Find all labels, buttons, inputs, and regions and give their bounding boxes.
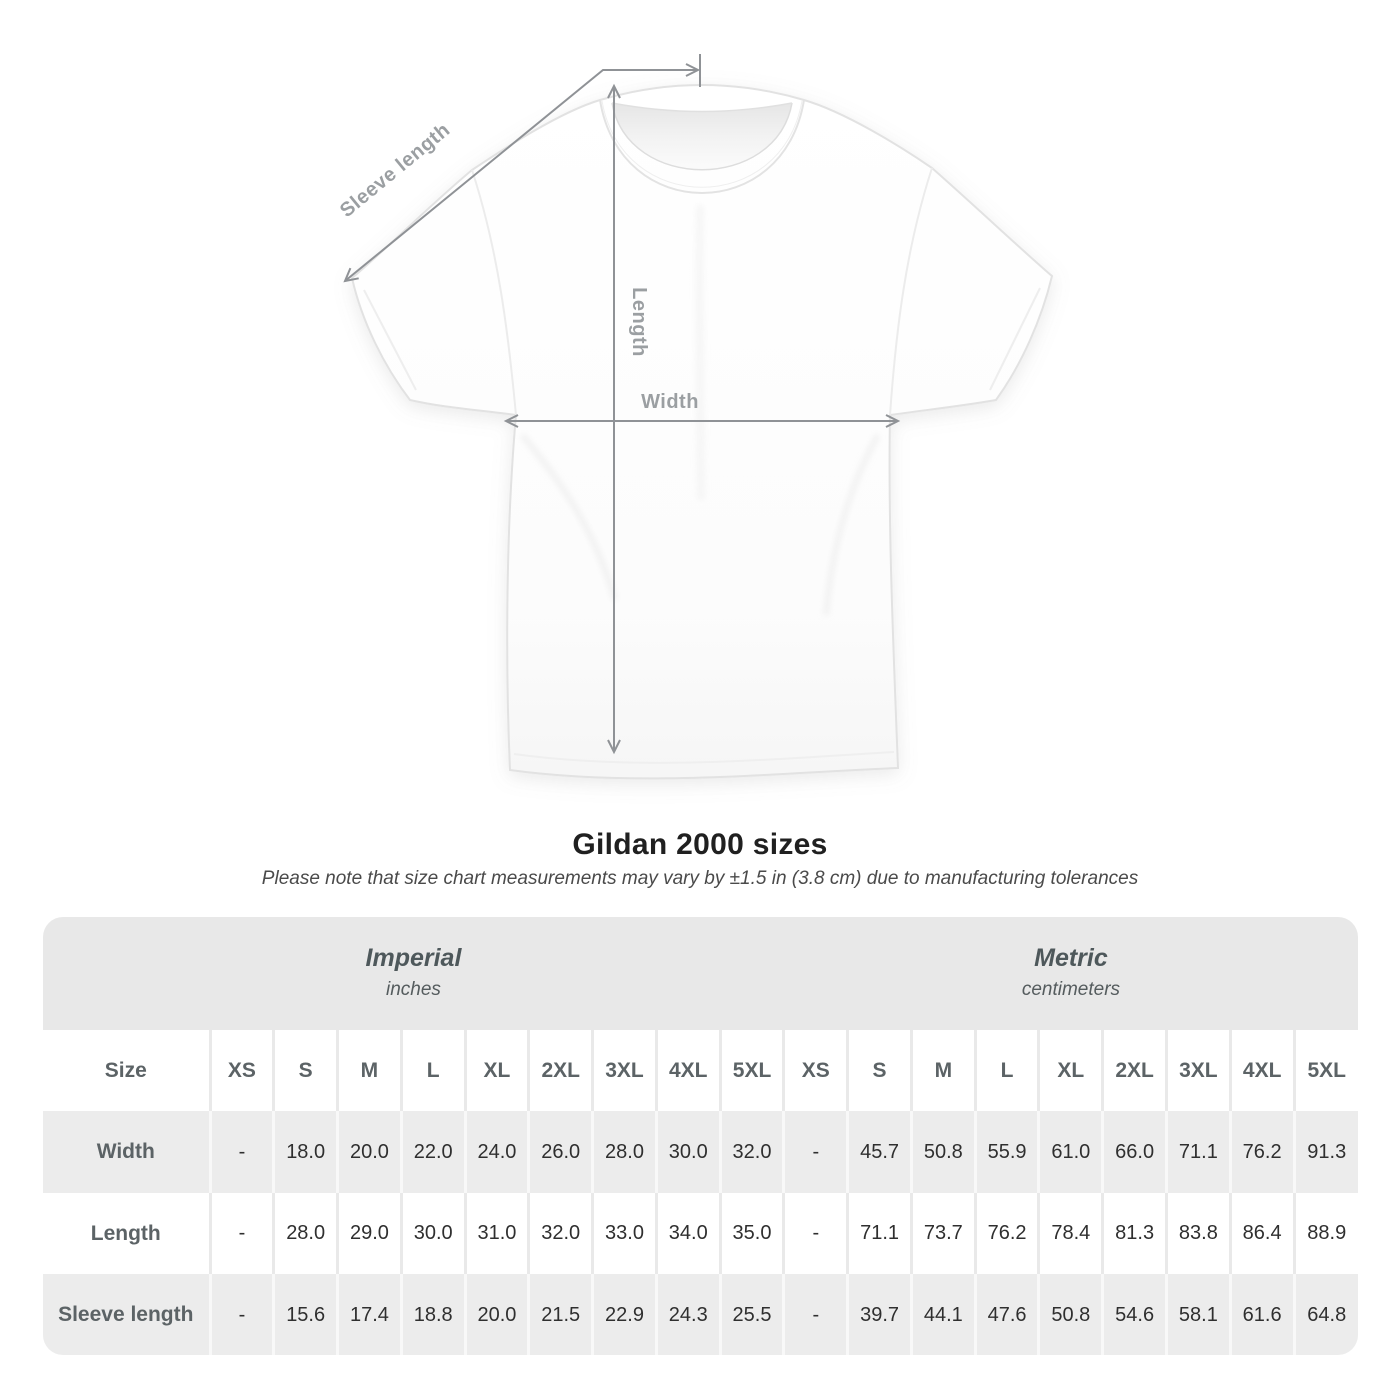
cell-value: - xyxy=(784,1193,848,1274)
cell-value: 24.3 xyxy=(656,1274,720,1355)
cell-value: 54.6 xyxy=(1103,1274,1167,1355)
col-header: XL xyxy=(1039,1030,1103,1111)
cell-value: 18.0 xyxy=(274,1111,338,1193)
cell-value: 24.0 xyxy=(465,1111,529,1193)
cell-value: 71.1 xyxy=(848,1193,912,1274)
unit-group-row xyxy=(43,917,1358,1030)
cell-value: 20.0 xyxy=(338,1111,402,1193)
cell-value: 88.9 xyxy=(1294,1193,1358,1274)
cell-value: 61.0 xyxy=(1039,1111,1103,1193)
cell-value: 25.5 xyxy=(720,1274,784,1355)
group-header-imperial xyxy=(43,917,784,1030)
cell-value: 83.8 xyxy=(1167,1193,1231,1274)
col-header: 2XL xyxy=(529,1030,593,1111)
group-unit-metric: centimeters xyxy=(1021,979,1121,1001)
cell-value: 47.6 xyxy=(975,1274,1039,1355)
cell-value: 35.0 xyxy=(720,1193,784,1274)
col-header: XS xyxy=(784,1030,848,1111)
col-header: L xyxy=(401,1030,465,1111)
length-label: Length xyxy=(628,287,650,357)
cell-value: 28.0 xyxy=(593,1111,657,1193)
width-label: Width xyxy=(641,391,699,413)
col-header: XL xyxy=(465,1030,529,1111)
page-subtitle: Please note that size chart measurements may vary by ±1.5 in (3.8 cm) due to manufacturing tolerances xyxy=(261,868,1139,889)
cell-value: 34.0 xyxy=(656,1193,720,1274)
cell-value: 45.7 xyxy=(848,1111,912,1193)
cell-value: 76.2 xyxy=(1230,1111,1294,1193)
cell-value: 73.7 xyxy=(911,1193,975,1274)
cell-value: 17.4 xyxy=(338,1274,402,1355)
sleeve-length-label: Sleeve length xyxy=(335,118,455,222)
size-header-row xyxy=(43,1030,1358,1111)
cell-value: 86.4 xyxy=(1230,1193,1294,1274)
group-label-imperial: Imperial xyxy=(365,944,462,973)
cell-value: 91.3 xyxy=(1294,1111,1358,1193)
cell-value: 29.0 xyxy=(338,1193,402,1274)
col-header: 2XL xyxy=(1103,1030,1167,1111)
cell-value: 32.0 xyxy=(720,1111,784,1193)
cell-value: 32.0 xyxy=(529,1193,593,1274)
col-header: M xyxy=(338,1030,402,1111)
cell-value: 39.7 xyxy=(848,1274,912,1355)
col-header: 5XL xyxy=(1294,1030,1358,1111)
cell-value: 78.4 xyxy=(1039,1193,1103,1274)
cell-value: 21.5 xyxy=(529,1274,593,1355)
row-label: Sleeve length xyxy=(43,1274,210,1355)
col-header: 3XL xyxy=(593,1030,657,1111)
cell-value: 50.8 xyxy=(1039,1274,1103,1355)
cell-value: - xyxy=(210,1111,274,1193)
cell-value: 50.8 xyxy=(911,1111,975,1193)
cell-value: - xyxy=(210,1274,274,1355)
cell-value: 28.0 xyxy=(274,1193,338,1274)
col-header: 3XL xyxy=(1167,1030,1231,1111)
cell-value: 15.6 xyxy=(274,1274,338,1355)
group-header-metric xyxy=(784,917,1358,1030)
cell-value: 55.9 xyxy=(975,1111,1039,1193)
col-header-size: Size xyxy=(43,1030,210,1111)
cell-value: 61.6 xyxy=(1230,1274,1294,1355)
group-unit-imperial: inches xyxy=(385,979,441,1001)
cell-value: 58.1 xyxy=(1167,1274,1231,1355)
cell-value: 66.0 xyxy=(1103,1111,1167,1193)
cell-value: 26.0 xyxy=(529,1111,593,1193)
size-table xyxy=(43,917,1358,1355)
cell-value: 44.1 xyxy=(911,1274,975,1355)
cell-value: 64.8 xyxy=(1294,1274,1358,1355)
cell-value: - xyxy=(784,1111,848,1193)
cell-value: 22.9 xyxy=(593,1274,657,1355)
cell-value: 81.3 xyxy=(1103,1193,1167,1274)
cell-value: 30.0 xyxy=(401,1193,465,1274)
cell-value: 22.0 xyxy=(401,1111,465,1193)
cell-value: 20.0 xyxy=(465,1274,529,1355)
cell-value: - xyxy=(210,1193,274,1274)
col-header: 5XL xyxy=(720,1030,784,1111)
col-header: S xyxy=(274,1030,338,1111)
cell-value: 30.0 xyxy=(656,1111,720,1193)
row-label: Width xyxy=(43,1111,210,1193)
col-header: S xyxy=(848,1030,912,1111)
cell-value: - xyxy=(784,1274,848,1355)
group-label-metric: Metric xyxy=(1034,944,1108,973)
cell-value: 33.0 xyxy=(593,1193,657,1274)
row-label: Length xyxy=(43,1193,210,1274)
col-header: 4XL xyxy=(656,1030,720,1111)
cell-value: 18.8 xyxy=(401,1274,465,1355)
cell-value: 71.1 xyxy=(1167,1111,1231,1193)
col-header: XS xyxy=(210,1030,274,1111)
cell-value: 31.0 xyxy=(465,1193,529,1274)
col-header: 4XL xyxy=(1230,1030,1294,1111)
col-header: M xyxy=(911,1030,975,1111)
fold-shoulder xyxy=(700,205,701,500)
cell-value: 76.2 xyxy=(975,1193,1039,1274)
table-row-sleeve-length xyxy=(43,1274,1358,1355)
page-title: Gildan 2000 sizes xyxy=(572,828,828,861)
col-header: L xyxy=(975,1030,1039,1111)
table-row-width xyxy=(43,1111,1358,1193)
table-row-length xyxy=(43,1193,1358,1274)
